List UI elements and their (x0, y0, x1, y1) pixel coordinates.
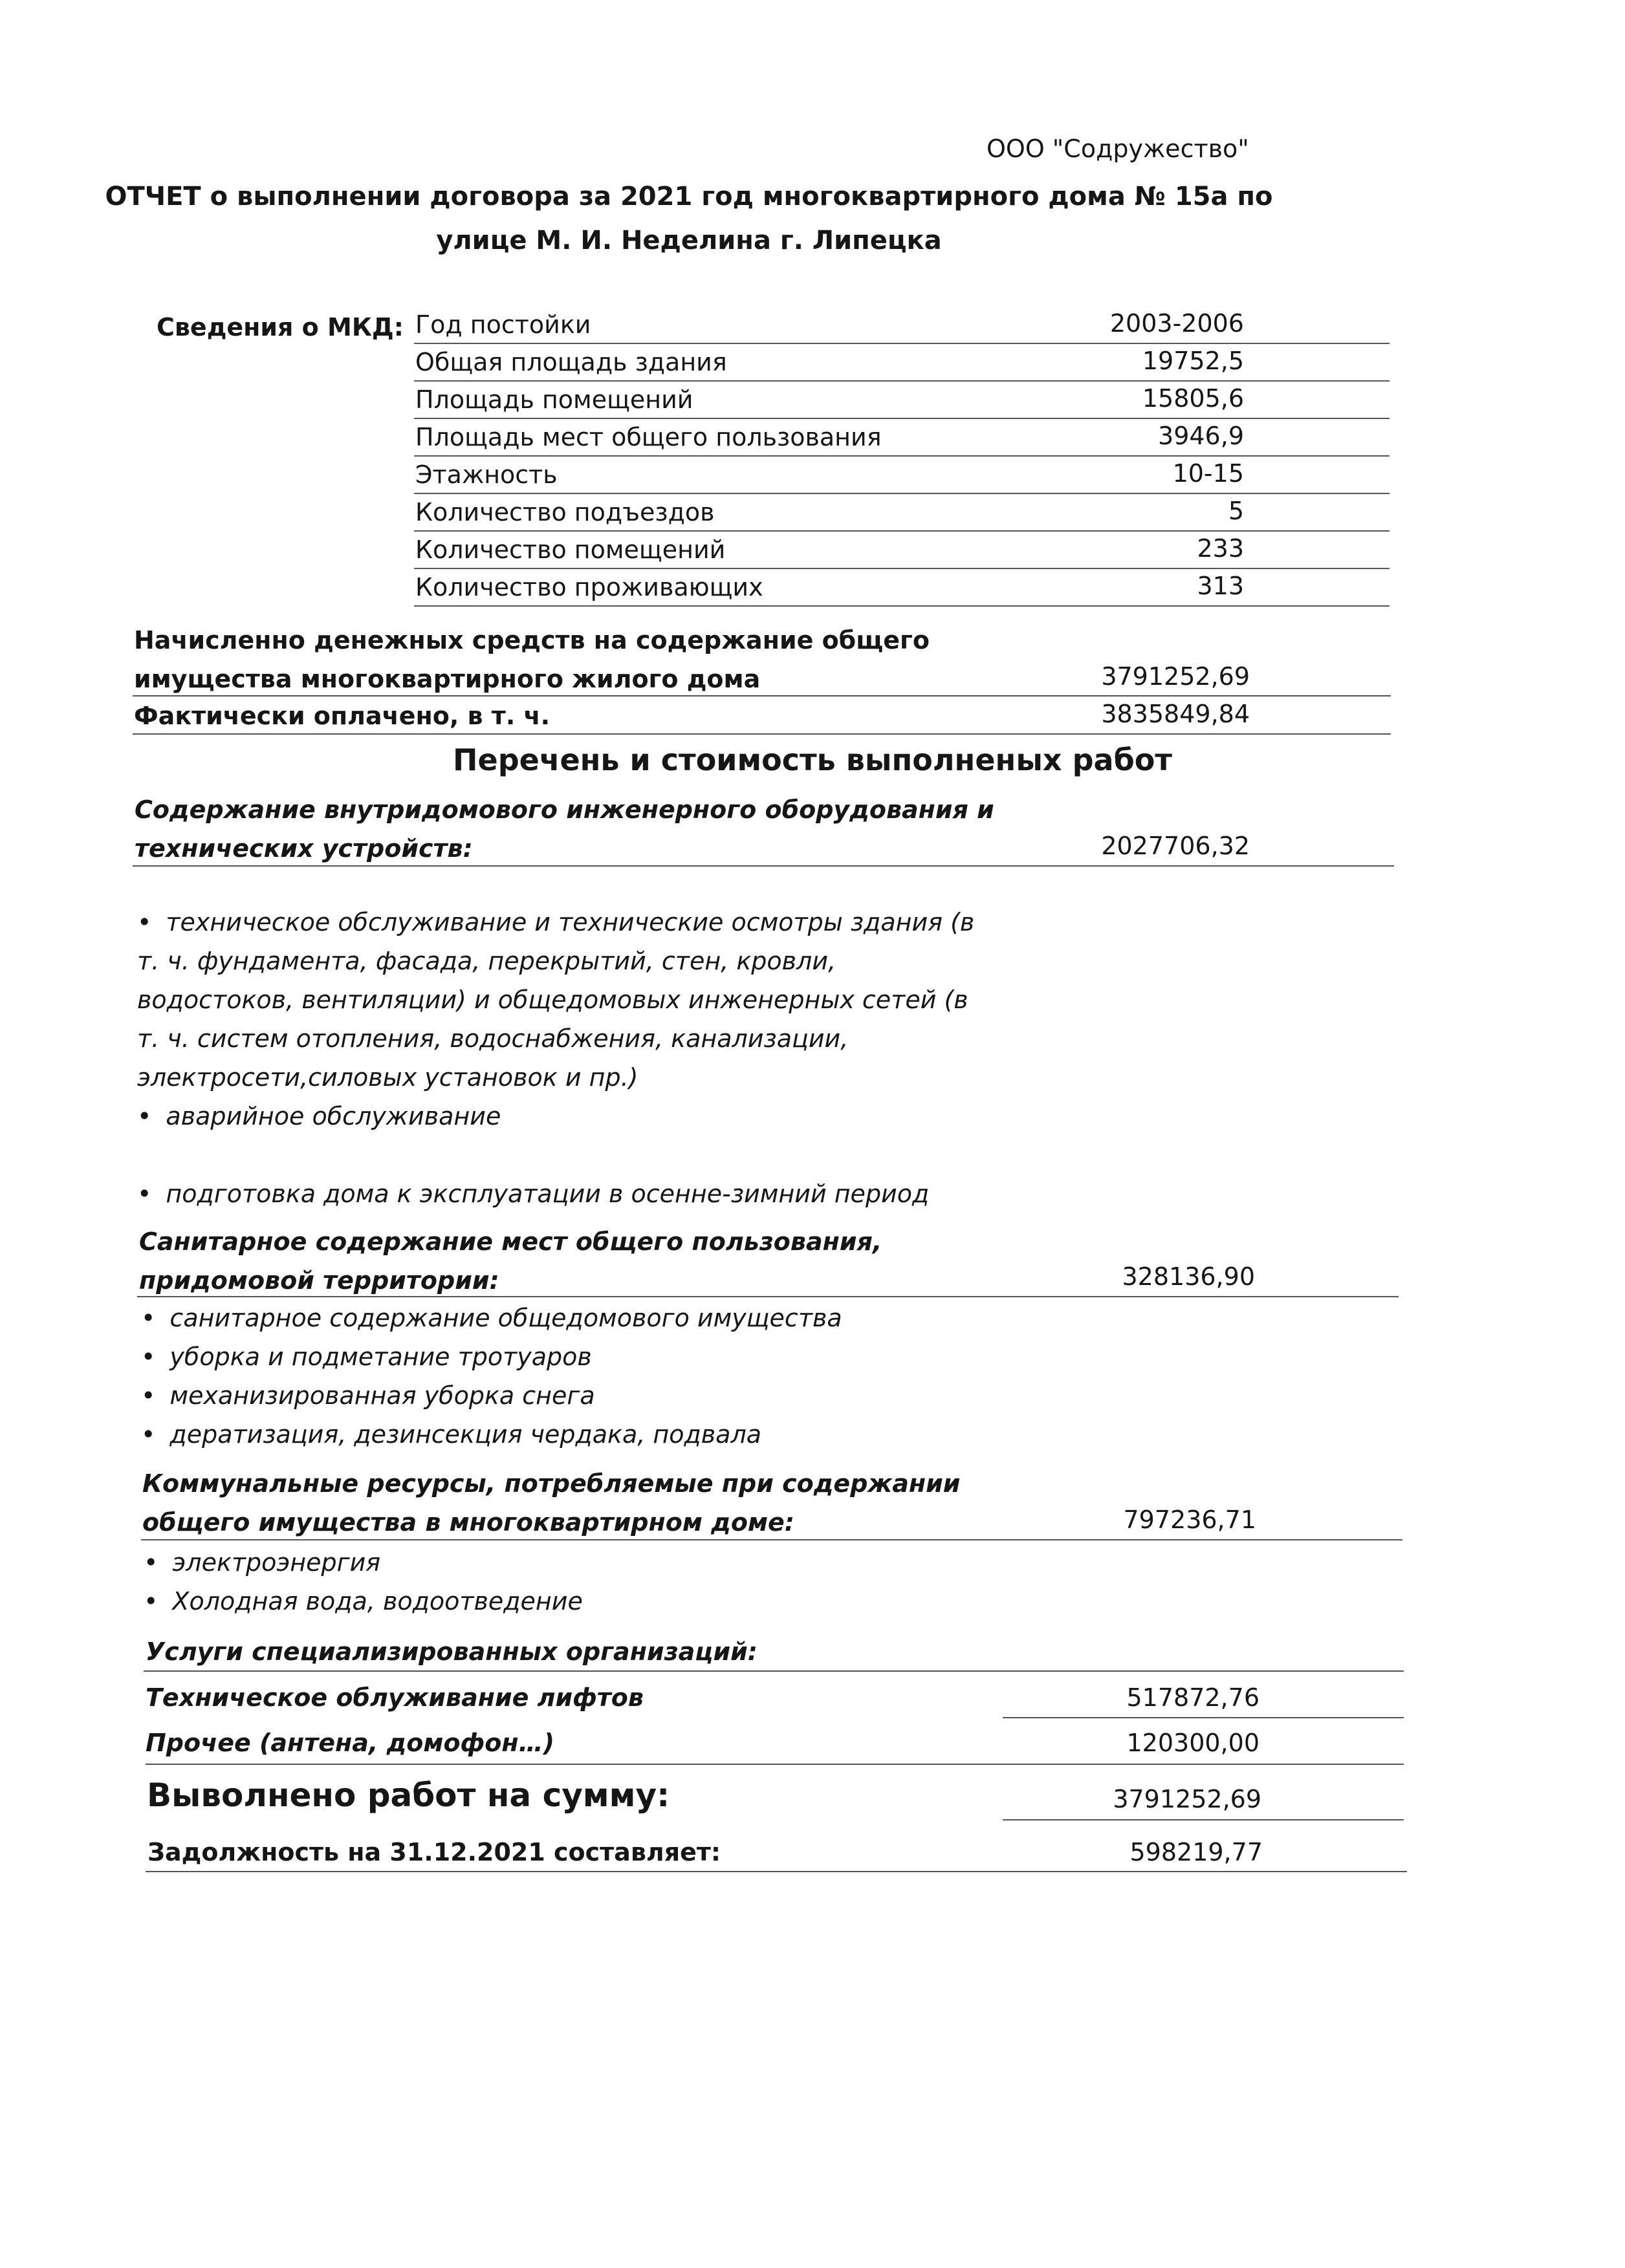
other-value: 120300,00 (1126, 1729, 1260, 1757)
sanitary-value: 328136,90 (1122, 1262, 1255, 1291)
mkd-row-entrances: Количество подъездов 5 (414, 493, 1390, 532)
mkd-row-residents: Количество проживающих 313 (414, 568, 1390, 607)
report-title-line-1: ОТЧЕТ о выполнении договора за 2021 год многоквартирного дома № 15а по (105, 182, 1273, 211)
lifts-label: Техническое облуживание лифтов (146, 1683, 644, 1712)
paid-label: Фактически оплачено, в т. ч. (134, 702, 551, 730)
works-heading: Перечень и стоимость выполненых работ (453, 742, 1172, 777)
engineering-value: 2027706,32 (1101, 832, 1250, 860)
divider (1003, 1819, 1404, 1820)
accrued-value: 3791252,69 (1101, 662, 1250, 691)
divider (144, 1670, 1404, 1672)
report-title-line-2: улице М. И. Неделина г. Липецка (436, 226, 942, 255)
total-label: Выволнено работ на сумму: (147, 1777, 670, 1814)
engineering-label: Содержание внутридомового инженерного оборудования и технических устройств: (135, 795, 994, 863)
organization-name: ООО "Содружество" (987, 135, 1249, 163)
engineering-bullets (137, 903, 974, 1213)
list-item: • механизированная уборка снега (141, 1376, 842, 1415)
mkd-row-premises-count: Количество помещений 233 (414, 530, 1390, 569)
divider (133, 865, 1394, 867)
divider (137, 1296, 1399, 1297)
list-item-continuation: электросети,силовых установок и пр.) (137, 1063, 638, 1092)
list-item-continuation: т. ч. фундамента, фасада, перекрытий, стен, кровли, (137, 947, 836, 975)
list-item: • электроэнергия (144, 1543, 583, 1582)
divider (146, 1871, 1407, 1872)
list-item-continuation: т. ч. систем отопления, водоснабжения, канализации, (137, 1024, 849, 1053)
list-item: • техническое обслуживание и технические осмотры здания (в (137, 903, 974, 942)
mkd-row-build-year: Год постойки 2003-2006 (414, 305, 1390, 344)
utilities-bullets (144, 1543, 583, 1621)
sanitary-label: Санитарное содержание мест общего пользования, придомовой территории: (139, 1227, 882, 1295)
list-item-continuation: водостоков, вентиляции) и общедомовых инженерных сетей (в (137, 986, 968, 1014)
sanitary-bullets (141, 1299, 842, 1454)
divider (1003, 1717, 1404, 1718)
utilities-value: 797236,71 (1123, 1506, 1256, 1534)
divider (141, 1539, 1402, 1540)
list-item: • уборка и подметание тротуаров (141, 1337, 842, 1376)
mkd-row-total-area: Общая площадь здания 19752,5 (414, 343, 1390, 382)
divider (146, 1764, 1404, 1765)
list-item: • дератизация, дезинсекция чердака, подвала (141, 1415, 842, 1454)
list-item: • санитарное содержание общедомового имущества (141, 1299, 842, 1337)
list-item: • аварийное обслуживание (137, 1097, 974, 1136)
accrued-label: Начисленно денежных средств на содержание общего имущества многоквартирного жилого дома (134, 626, 930, 693)
paid-value: 3835849,84 (1101, 700, 1250, 728)
mkd-info-label: Сведения о МКД: (157, 313, 404, 341)
debt-value: 598219,77 (1129, 1838, 1263, 1866)
divider (133, 733, 1391, 735)
mkd-row-premises-area: Площадь помещений 15805,6 (414, 380, 1390, 419)
special-services-label: Услуги специализированных организаций: (146, 1637, 758, 1666)
lifts-value: 517872,76 (1126, 1683, 1260, 1712)
debt-label: Задолжность на 31.12.2021 составляет: (147, 1838, 721, 1866)
utilities-label: Коммунальные ресурсы, потребляемые при содержании общего имущества в многоквартирном доме: (142, 1469, 961, 1537)
total-value: 3791252,69 (1113, 1785, 1261, 1813)
list-item: • Холодная вода, водоотведение (144, 1582, 583, 1621)
mkd-row-common-area: Площадь мест общего пользования 3946,9 (414, 418, 1390, 457)
mkd-row-floors: Этажность 10-15 (414, 455, 1390, 494)
report-title (97, 175, 1281, 263)
list-item: • подготовка дома к эксплуатации в осенне-зимний период (137, 1174, 974, 1213)
divider (133, 695, 1391, 697)
other-label: Прочее (антена, домофон…) (146, 1729, 554, 1757)
